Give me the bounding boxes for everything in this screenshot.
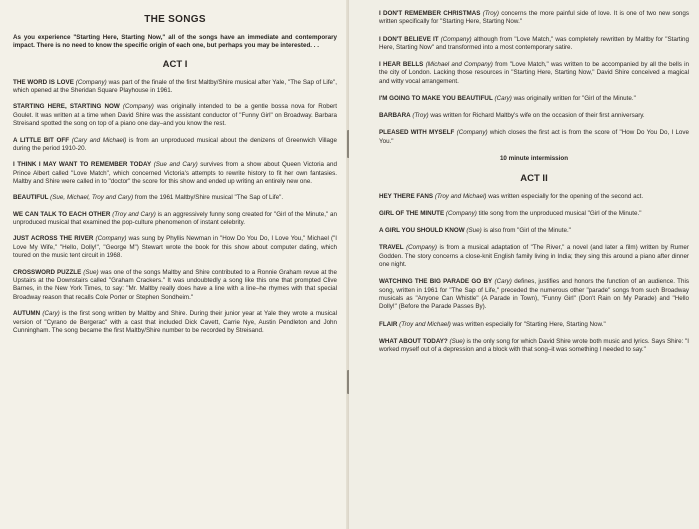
- song-entry: [13, 310, 337, 335]
- song-description: was written especially for "Starting Here, Starting Now.": [452, 320, 606, 328]
- song-description: was one of the songs Maltby and Shire contributed to a Ronnie Graham revue at the Upstairs at the Downstairs called "Graham Crackers." It was undoubtedly a song like this one that prompted Clive Barnes, in the New York Times, to say: "Mr. Maltby really does have a line with a line–he rhymes with that special Broadway reason that recalls Cole Porter or Stephen Sondheim.": [13, 268, 337, 301]
- song-entry: [379, 227, 689, 235]
- song-description: is the only song for which David Shire wrote both music and lyrics. Says Shire: "I worked myself out of a depression and a block with that song–it was something I needed to say.": [379, 337, 689, 353]
- song-description: is from an unproduced musical about the denizens of Greenwich Village during the period 1910-20.: [13, 136, 337, 153]
- song-title: HEY THERE FANS: [379, 193, 434, 200]
- song-title: WE CAN TALK TO EACH OTHER: [13, 210, 111, 218]
- song-description: concerns the more painful side of love. It is one of two new songs written specifically for "Starting Here, Starting Now.": [379, 10, 690, 26]
- page-title: THE SONGS: [144, 14, 206, 25]
- song-performers: (Sue): [83, 268, 99, 276]
- song-title: STARTING HERE, STARTING NOW: [13, 103, 120, 111]
- right-page: [349, 0, 699, 529]
- song-title: THE WORD IS LOVE: [13, 78, 74, 86]
- song-description: which closes the first act is from the score of "How Do You Do, I Love You.": [379, 129, 689, 145]
- song-title: AUTUMN: [13, 310, 41, 318]
- song-description: was written especially for the opening of the second act.: [488, 193, 644, 200]
- song-performers: (Company): [122, 103, 154, 111]
- song-title: I DON'T REMEMBER CHRISTMAS: [379, 10, 481, 17]
- song-title: I THINK I MAY WANT TO REMEMBER TODAY: [13, 161, 152, 169]
- song-description: from the 1961 Maltby/Shire musical "The Sap of Life".: [134, 194, 284, 202]
- song-entry: [379, 278, 689, 312]
- song-description: was originally written for "Girl of the Minute.": [513, 94, 636, 102]
- song-performers: (Troy): [482, 10, 499, 17]
- song-performers: (Troy and Michael): [399, 320, 451, 328]
- song-performers: (Cary): [494, 94, 512, 102]
- song-title: CROSSWORD PUZZLE: [13, 268, 82, 276]
- song-entry: [379, 244, 689, 269]
- song-entry: [13, 269, 337, 303]
- song-performers: (Company): [95, 235, 127, 243]
- song-performers: (Company): [75, 78, 107, 86]
- song-entry: [379, 36, 689, 53]
- song-title: I HEAR BELLS: [379, 61, 424, 68]
- song-performers: (Cary): [494, 278, 512, 286]
- song-entry: [13, 103, 337, 128]
- song-title: PLEASED WITH MYSELF: [379, 129, 455, 137]
- song-list: [13, 79, 337, 336]
- song-entry: [13, 137, 337, 154]
- song-list: [379, 10, 689, 146]
- song-performers: (Troy and Michael): [434, 193, 487, 200]
- intro-paragraph: As you experience "Starting Here, Starting Now," all of the songs have an immediate and contemporary impact. There is no need to know the specific origin of each one, but perhaps you may be interested. . .: [13, 34, 337, 50]
- song-title: A LITTLE BIT OFF: [13, 136, 70, 144]
- song-performers: (Sue, Michael, Troy and Cary): [50, 194, 134, 202]
- act-heading: ACT II: [520, 173, 548, 184]
- song-description: survives from a show about Queen Victoria and Prince Albert called "Love Match", which concerned Victoria's attempts to rewrite history to fit her own fantasies. Maltby and Shire were called in to "doctor" the score for this show and ended up writing an entirely new one.: [13, 161, 337, 186]
- song-description: was sung by Phyllis Newman in "How Do You Do, I Love You," Michael ("I Love My Wife," "Hello, Dolly!", "George M") Stewart wrote the book for this show about computer dating, which toured on the music tent circuit in 1968.: [13, 235, 337, 260]
- song-performers: (Sue): [466, 227, 482, 235]
- song-entry: [13, 211, 337, 228]
- song-title: TRAVEL: [379, 244, 404, 252]
- song-title: WHAT ABOUT TODAY?: [379, 337, 448, 345]
- song-title: FLAIR: [379, 320, 398, 328]
- song-entry: [379, 61, 689, 86]
- song-entry: [13, 194, 337, 202]
- song-description: although from "Love Match," was completely rewritten by Maltby for "Starting Here, Starting Now" and transformed into a most contemporary satire.: [379, 35, 689, 51]
- song-description: title song from the unproduced musical "Girl of the Minute.": [478, 210, 642, 218]
- song-title: BEAUTIFUL: [13, 194, 49, 202]
- intermission-note: 10 minute intermission: [499, 154, 569, 162]
- song-description: was originally intended to be a gentle bossa nova for Robert Goulet. It was written at a time when David Shire was the assistant conductor of "Funny Girl" on Broadway. Barbara Streisand spotted the song on top of a piano one day–and you know the rest.: [13, 103, 337, 128]
- song-description: is also from "Girl of the Minute.": [483, 227, 571, 235]
- song-title: I'M GOING TO MAKE YOU BEAUTIFUL: [379, 94, 493, 102]
- song-performers: (Troy): [412, 112, 429, 119]
- song-description: was part of the finale of the first Maltby/Shire musical after Yale, "The Sap of Life", which opened at the Sheridan Square Playhouse in 1961.: [13, 78, 337, 95]
- song-performers: (Michael and Company): [425, 61, 493, 68]
- song-list: [379, 193, 689, 354]
- song-performers: (Troy and Cary): [112, 210, 156, 218]
- song-title: WATCHING THE BIG PARADE GO BY: [379, 278, 493, 286]
- song-performers: (Company): [456, 129, 488, 137]
- song-entry: [13, 79, 337, 96]
- song-entry: [379, 338, 689, 355]
- song-entry: [379, 210, 689, 218]
- song-performers: (Sue): [449, 337, 465, 345]
- song-description: is from a musical adaptation of "The River," a novel (and later a film) written by Rumer Godden. The story concerns a close-knit English family living in India; they sing this around a piano after dinner one night.: [379, 244, 689, 269]
- song-entry: [379, 193, 689, 201]
- song-description: is an aggressively funny song created for "Girl of the Minute," an unproduced musical that examined the pop-culture phenomenon of instant celebrity.: [13, 210, 337, 227]
- song-entry: [379, 95, 689, 103]
- song-description: defines, justifies and honors the function of an audience. This song, written in 1961 for "The Sap of Life," preceded the numerous other "parade" songs from such Broadway musicals as "Anyone Can Whistle" (A Parade in Town), "Funny Girl" (Don't Rain on My Parade) and "Hello Dolly!" (Before the Parade Passes By).: [379, 278, 689, 311]
- song-entry: [379, 112, 689, 120]
- song-title: A GIRL YOU SHOULD KNOW: [379, 227, 465, 235]
- song-entry: [379, 321, 689, 329]
- song-performers: (Cary and Michael): [71, 136, 127, 144]
- song-entry: [379, 10, 689, 27]
- left-page: [0, 0, 349, 529]
- song-entry: [379, 129, 689, 146]
- song-description: from "Love Match," was written to be accompanied by all the bells in the city of London. Lacking those resources in "Starting Here, Starting Now," David Shire conceived a magical and witty vocal arrangement.: [379, 61, 689, 85]
- song-description: was written for Richard Maltby's wife on the occasion of their first anniversary.: [430, 112, 645, 119]
- song-title: GIRL OF THE MINUTE: [379, 210, 445, 218]
- song-description: is the first song written by Maltby and Shire. During their junior year at Yale they wrote a musical version of "Cyrano de Bergerac" with a cast that included Dick Cavett, Carrie Nye, Austin Pendleton and John Cunningham. The song became the first Maltby/Shire number to be recorded by Streisand.: [13, 310, 337, 335]
- song-title: BARBARA: [379, 112, 411, 119]
- song-entry: [13, 161, 337, 186]
- song-performers: (Company): [406, 244, 437, 252]
- song-entry: [13, 235, 337, 260]
- song-title: JUST ACROSS THE RIVER: [13, 235, 94, 243]
- act-heading: ACT I: [162, 58, 188, 70]
- song-performers: (Company): [440, 35, 472, 43]
- song-title: I DON'T BELIEVE IT: [379, 35, 439, 43]
- song-performers: (Cary): [42, 310, 60, 318]
- song-performers: (Company): [445, 210, 477, 218]
- song-performers: (Sue and Cary): [153, 161, 198, 169]
